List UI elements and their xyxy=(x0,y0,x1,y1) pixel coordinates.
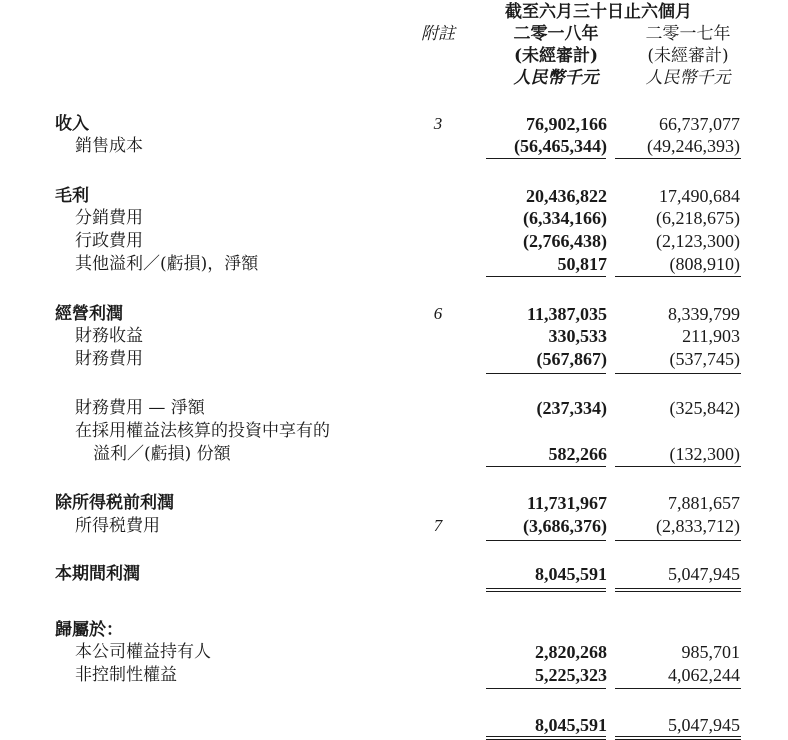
double-underline-period-2017 xyxy=(615,588,741,592)
row-cost-of-sales-label: 銷售成本 xyxy=(75,136,143,156)
col2017-unit: 人民幣千元 xyxy=(645,68,731,88)
row-finance-net-label: 財務費用 — 淨額 xyxy=(75,398,205,418)
row-owners-2018: 2,820,268 xyxy=(535,642,607,662)
row-owners-2017: 985,701 xyxy=(681,642,740,662)
row-gross-profit-label: 毛利 xyxy=(55,186,89,206)
row-share-equity-label-line1: 在採用權益法核算的投資中享有的 xyxy=(75,421,330,441)
row-other-gains-label: 其他溢利／(虧損)，淨額 xyxy=(75,254,259,274)
row-other-gains-2018: 50,817 xyxy=(557,254,607,274)
row-revenue-2017: 66,737,077 xyxy=(659,114,740,134)
row-finance-net-2018: (237,334) xyxy=(536,398,607,418)
row-finance-costs-2017: (537,745) xyxy=(669,349,740,369)
row-income-tax-2017: (2,833,712) xyxy=(656,516,740,536)
row-profit-period-label: 本期間利潤 xyxy=(55,564,140,584)
row-total-2017: 5,047,945 xyxy=(668,715,740,735)
row-operating-profit-label: 經營利潤 xyxy=(55,304,123,324)
row-finance-costs-label: 財務費用 xyxy=(75,349,143,369)
row-operating-profit-2018: 11,387,035 xyxy=(526,304,607,324)
underline-revenue-2018 xyxy=(486,158,606,159)
col2018-unit: 人民幣千元 xyxy=(513,68,599,88)
underline-tax-2018 xyxy=(486,540,606,541)
row-nci-2017: 4,062,244 xyxy=(668,665,740,685)
row-finance-costs-2018: (567,867) xyxy=(536,349,607,369)
row-profit-period-2017: 5,047,945 xyxy=(668,564,740,584)
row-profit-before-tax-2017: 7,881,657 xyxy=(668,493,740,513)
col2017-audit: (未經審計) xyxy=(647,46,729,66)
row-share-equity-2017: (132,300) xyxy=(669,444,740,464)
row-admin-2017: (2,123,300) xyxy=(656,231,740,251)
double-underline-total-2017 xyxy=(615,736,741,740)
underline-tax-2017 xyxy=(615,540,741,541)
row-income-tax-2018: (3,686,376) xyxy=(523,516,607,536)
row-distribution-2018: (6,334,166) xyxy=(523,208,607,228)
row-gross-profit-2017: 17,490,684 xyxy=(659,186,740,206)
row-finance-income-2018: 330,533 xyxy=(548,326,607,346)
row-attributable-label: 歸屬於： xyxy=(55,620,123,640)
underline-gross-2017 xyxy=(615,276,741,277)
col2018-year: 二零一八年 xyxy=(513,24,599,44)
row-cost-of-sales-2017: (49,246,393) xyxy=(647,136,740,156)
underline-nci-2017 xyxy=(615,688,741,689)
period-header: 截至六月三十日止六個月 xyxy=(505,2,692,22)
underline-equity-2018 xyxy=(486,466,606,467)
underline-equity-2017 xyxy=(615,466,741,467)
col2018-audit: (未經審計) xyxy=(513,46,599,66)
underline-finance-2018 xyxy=(486,373,606,374)
row-share-equity-2018: 582,266 xyxy=(548,444,607,464)
row-revenue-note: 3 xyxy=(433,114,443,133)
row-revenue-label: 收入 xyxy=(55,114,89,134)
row-nci-label: 非控制性權益 xyxy=(75,665,177,685)
row-finance-income-label: 財務收益 xyxy=(75,326,143,346)
row-share-equity-label: 溢利／(虧損) 份額 xyxy=(93,444,231,464)
row-distribution-label: 分銷費用 xyxy=(75,208,143,228)
row-gross-profit-2018: 20,436,822 xyxy=(526,186,607,206)
row-profit-before-tax-label: 除所得税前利潤 xyxy=(55,493,174,513)
double-underline-total-2018 xyxy=(486,736,606,740)
row-total-2018: 8,045,591 xyxy=(535,715,607,735)
row-finance-income-2017: 211,903 xyxy=(682,326,740,346)
note-column-header: 附註 xyxy=(421,24,455,44)
row-cost-of-sales-2018: (56,465,344) xyxy=(514,136,607,156)
row-other-gains-2017: (808,910) xyxy=(669,254,740,274)
row-income-tax-note: 7 xyxy=(433,516,443,535)
row-profit-period-2018: 8,045,591 xyxy=(535,564,607,584)
col2017-year: 二零一七年 xyxy=(645,24,731,44)
row-admin-label: 行政費用 xyxy=(75,231,143,251)
row-operating-profit-2017: 8,339,799 xyxy=(668,304,740,324)
row-profit-before-tax-2018: 11,731,967 xyxy=(526,493,607,513)
double-underline-period-2018 xyxy=(486,588,606,592)
underline-finance-2017 xyxy=(615,373,741,374)
underline-gross-2018 xyxy=(486,276,606,277)
underline-nci-2018 xyxy=(486,688,606,689)
row-finance-net-2017: (325,842) xyxy=(669,398,740,418)
underline-revenue-2017 xyxy=(615,158,741,159)
row-income-tax-label: 所得税費用 xyxy=(75,516,160,536)
row-nci-2018: 5,225,323 xyxy=(535,665,607,685)
row-operating-profit-note: 6 xyxy=(433,304,443,323)
row-admin-2018: (2,766,438) xyxy=(523,231,607,251)
row-distribution-2017: (6,218,675) xyxy=(656,208,740,228)
row-revenue-2018: 76,902,166 xyxy=(526,114,607,134)
row-owners-label: 本公司權益持有人 xyxy=(75,642,211,662)
